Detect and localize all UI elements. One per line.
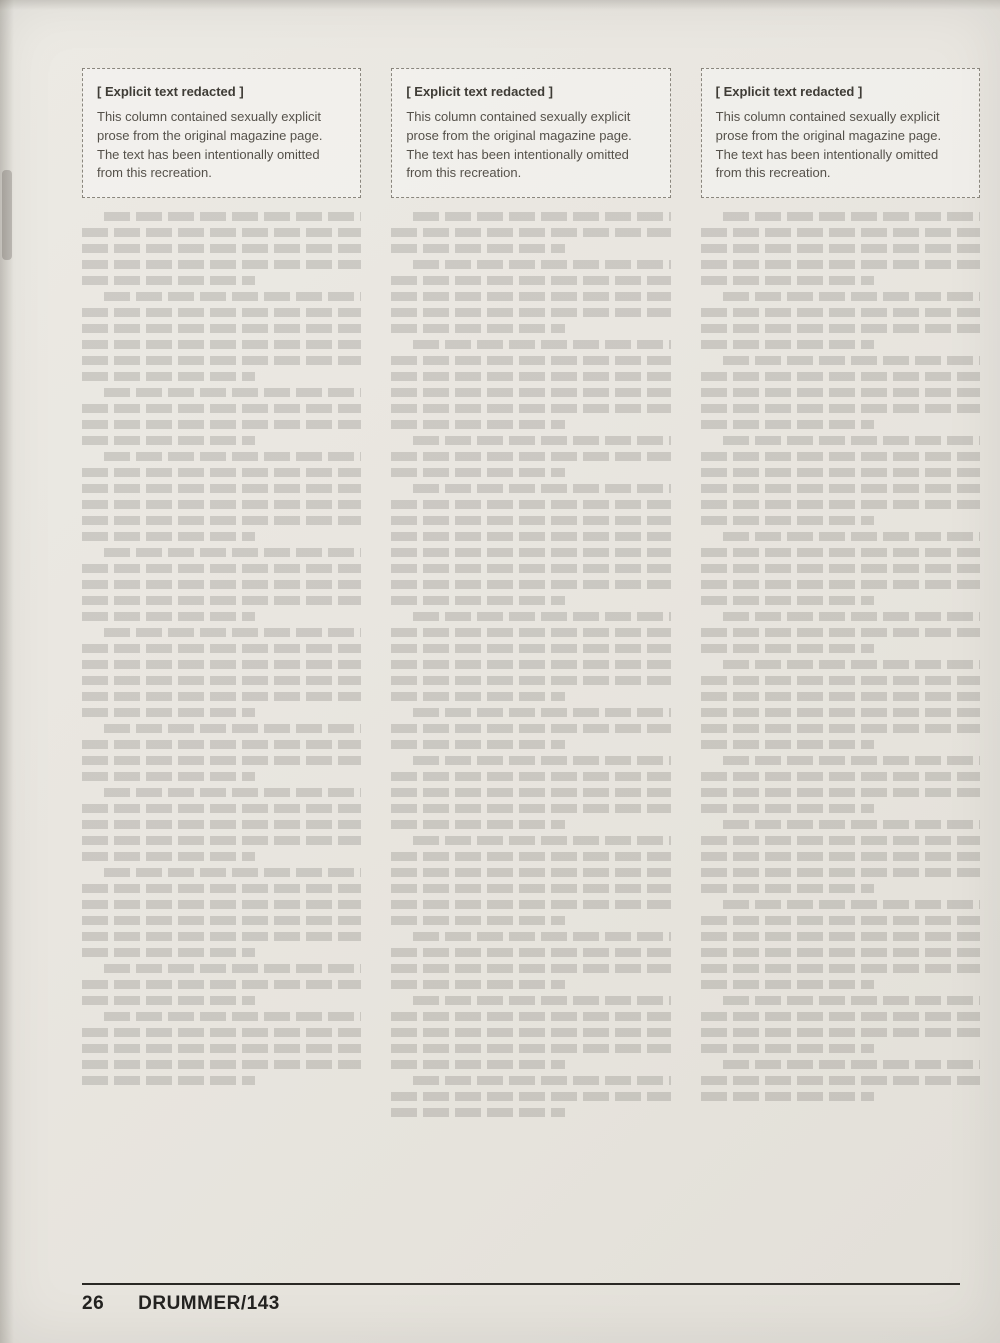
greeked-text-block (701, 212, 980, 1101)
redaction-label: [ Explicit text redacted ] (715, 84, 863, 99)
body-columns (82, 68, 980, 1283)
text-column-2 (391, 68, 670, 1283)
redaction-message: This column contained sexually explicit prose from the original magazine page. The text has been intentionally omitted from this recreation. (715, 108, 942, 181)
redaction-notice (82, 68, 361, 198)
footer-rule (82, 1283, 960, 1285)
greeked-text-block (391, 212, 670, 1117)
redaction-notice (701, 68, 980, 198)
page-footer (82, 1283, 960, 1315)
greeked-text-block (82, 212, 361, 1085)
footer-text (82, 1293, 960, 1315)
scan-edge-shadow (0, 0, 1000, 10)
redaction-message: This column contained sexually explicit prose from the original magazine page. The text has been intentionally omitted from this recreation. (406, 108, 632, 181)
redaction-label: [ Explicit text redacted ] (406, 84, 553, 99)
redaction-message: This column contained sexually explicit prose from the original magazine page. The text has been intentionally omitted from this recreation. (97, 108, 323, 181)
scan-blemish (2, 170, 12, 260)
page-number: 26 (82, 1293, 105, 1314)
text-column-3 (701, 68, 980, 1283)
redaction-label: [ Explicit text redacted ] (97, 84, 244, 99)
publication-title: DRUMMER/143 (138, 1293, 280, 1314)
text-column-1 (82, 68, 361, 1283)
redaction-notice (391, 68, 670, 198)
